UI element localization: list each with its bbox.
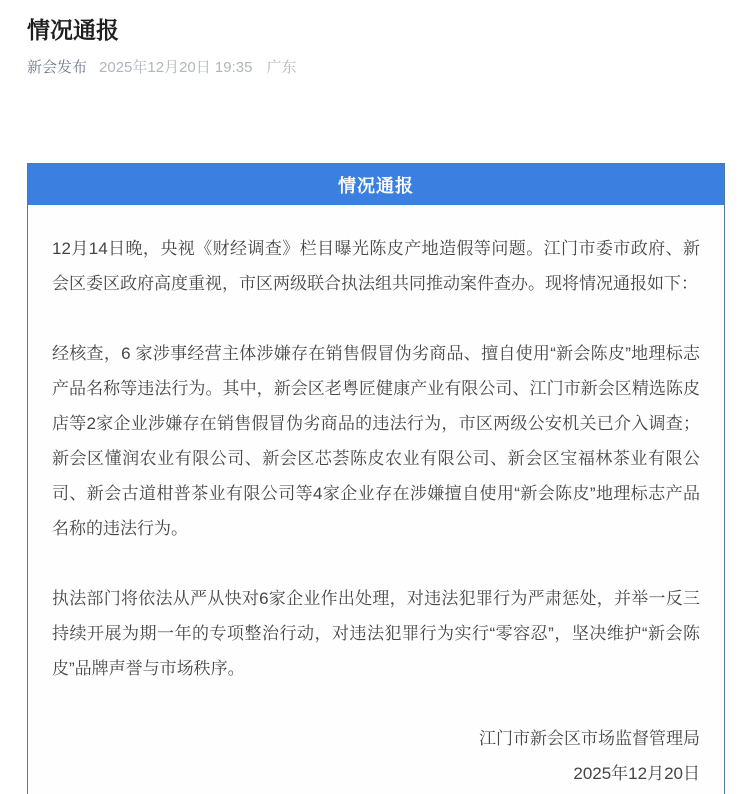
account-name-link[interactable]: 新会发布 — [27, 59, 88, 76]
notice-paragraph: 执法部门将依法从严从快对6家企业作出处理，对违法犯罪行为严肃惩处，并举一反三持续开展为期一年的专项整治行动，对违法犯罪行为实行“零容忍”，坚决维护“新会陈皮”品牌声誉与市场秩序。 — [52, 589, 700, 678]
notice-paragraph: 12月14日晚，央视《财经调查》栏目曝光陈皮产地造假等问题。江门市委市政府、新会区委区政府高度重视，市区两级联合执法组共同推动案件查办。现将情况通报如下： — [52, 239, 700, 293]
page-title: 情况通报 — [27, 17, 119, 43]
notice-banner-title: 情况通报 — [28, 164, 724, 205]
signature-date: 2025年12月20日 — [573, 764, 700, 783]
signature-org: 江门市新会区市场监督管理局 — [479, 729, 700, 748]
notice-box — [27, 163, 725, 794]
notice-paragraph: 经核查，6 家涉事经营主体涉嫌存在销售假冒伪劣商品、擅自使用“新会陈皮”地理标志产品名称等违法行为。其中，新会区老粤匠健康产业有限公司、江门市新会区精选陈皮店等2家企业涉嫌存在销售假冒伪劣商品的违法行为，市区两级公安机关已介入调查；新会区懂润农业有限公司、新会区芯荟陈皮农业有限公司、新会区宝福林茶业有限公司、新会古道柑普茶业有限公司等4家企业存在涉嫌擅自使用“新会陈皮”地理标志产品名称的违法行为。 — [52, 344, 700, 538]
signature-block — [52, 721, 700, 794]
publish-datetime: 2025年12月20日 19:35 — [99, 59, 253, 76]
article-meta — [27, 58, 725, 78]
publish-region: 广东 — [266, 59, 297, 76]
notice-body — [28, 205, 724, 794]
